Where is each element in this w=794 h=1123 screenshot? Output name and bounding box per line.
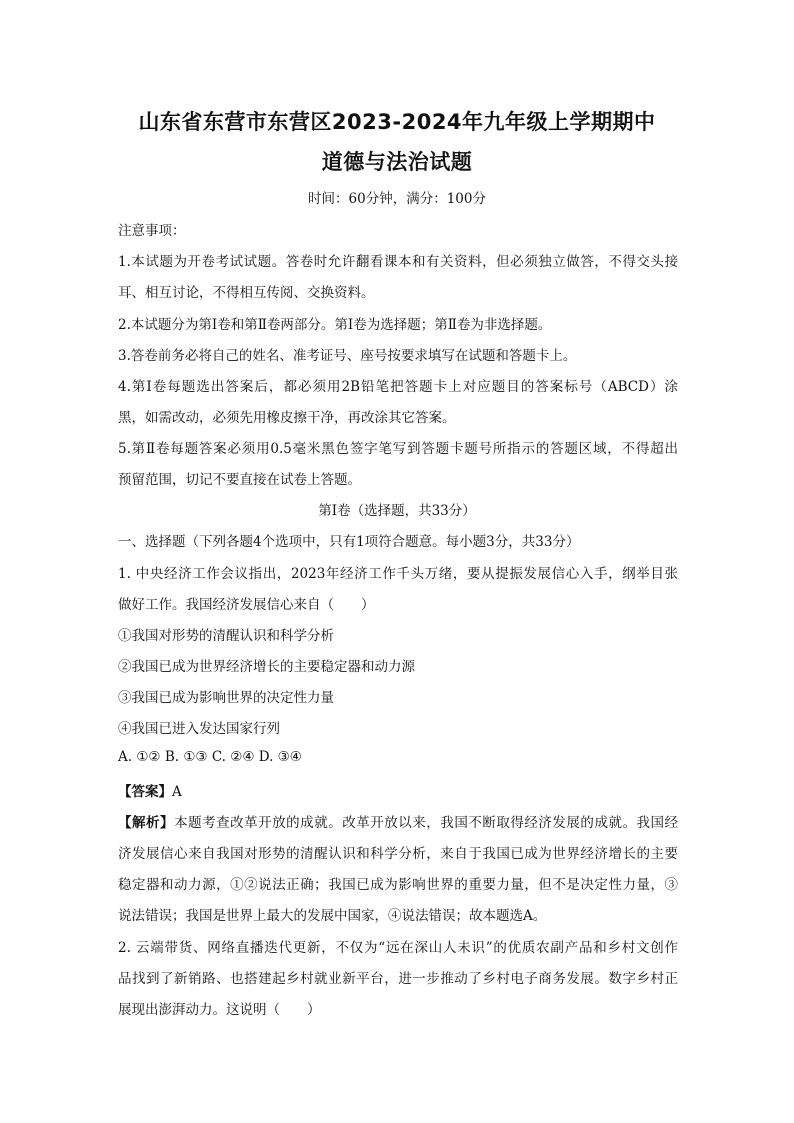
note-2: 2.本试题分为第Ⅰ卷和第Ⅱ卷两部分。第Ⅰ卷为选择题；第Ⅱ卷为非选择题。 — [118, 317, 552, 333]
q1-stem-line-a: 1. 中央经济工作会议指出，2023年经济工作千头万绪，要从提振发展信心入手，纲举目张 — [118, 566, 678, 582]
section-heading: 一、选择题（下列各题4个选项中，只有1项符合题意。每小题3分，共33分） — [118, 534, 580, 550]
analysis-text-a: 本题考查改革开放的成就。改革开放以来，我国不断取得经济发展的成就。我国经 — [174, 815, 679, 831]
q1-analysis-line-c: 稳定器和动力源，①②说法正确；我国已成为影响世界的重要力量，但不是决定性力量，③ — [118, 877, 678, 893]
q1-answer — [118, 780, 678, 800]
q1-analysis-line-a — [118, 811, 678, 831]
q1-analysis-line-d: 说法错误；我国是世界上最大的发展中国家，④说法错误；故本题选A。 — [118, 908, 547, 924]
q1-stem-line-b: 做好工作。我国经济发展信心来自（ ） — [118, 597, 375, 613]
exam-title-line2: 道德与法治试题 — [321, 150, 473, 174]
q1-statement-4: ④我国已进入发达国家行列 — [118, 721, 280, 737]
note-5-line-a: 5.第Ⅱ卷每题答案必须用0.5毫米黑色签字笔写到答题卡题号所指示的答题区域，不得超出 — [118, 441, 678, 457]
notes-heading: 注意事项： — [118, 223, 186, 239]
note-1-line-b: 耳、相互讨论，不得相互传阅、交换资料。 — [118, 285, 375, 301]
exam-title-line1: 山东省东营市东营区2023-2024年九年级上学期期中 — [138, 110, 656, 134]
q1-statement-1: ①我国对形势的清醒认识和科学分析 — [118, 628, 334, 644]
q2-stem-line-a: 2. 云端带货、网络直播迭代更新，不仅为“远在深山人未识”的优质农副产品和乡村文创作 — [118, 940, 678, 956]
note-4-line-a: 4.第Ⅰ卷每题选出答案后，都必须用2B铅笔把答题卡上对应题目的答案标号（ABCD）涂 — [118, 379, 678, 395]
q1-analysis-line-b: 济发展信心来自我国对形势的清醒认识和科学分析，来自于我国已成为世界经济增长的主要 — [118, 846, 678, 862]
volume-heading: 第Ⅰ卷（选择题，共33分） — [318, 503, 476, 519]
note-4-line-b: 黑，如需改动，必须先用橡皮擦干净，再改涂其它答案。 — [118, 410, 456, 426]
q1-statement-3: ③我国已成为影响世界的决定性力量 — [118, 690, 334, 706]
note-5-line-b: 预留范围，切记不要直接在试卷上答题。 — [118, 472, 361, 488]
note-1-line-a: 1.本试题为开卷考试试题。答卷时允许翻看课本和有关资料，但必须独立做答，不得交头接 — [118, 254, 678, 270]
q2-stem-line-c: 展现出澎湃动力。这说明（ ） — [118, 1002, 321, 1018]
q1-choices: A. ①② B. ①③ C. ②④ D. ③④ — [118, 749, 302, 765]
analysis-label: 【解析】 — [118, 815, 175, 831]
q1-statement-2: ②我国已成为世界经济增长的主要稳定器和动力源 — [118, 659, 415, 675]
q2-stem-line-b: 品找到了新销路、也搭建起乡村就业新平台，进一步推动了乡村电子商务发展。数字乡村正 — [118, 971, 678, 987]
answer-label: 【答案】 — [118, 784, 172, 800]
note-3: 3.答卷前务必将自己的姓名、准考证号、座号按要求填写在试题和答题卡上。 — [118, 348, 577, 364]
answer-value: A — [172, 784, 182, 800]
time-info: 时间：60分钟，满分：100分 — [308, 191, 486, 207]
